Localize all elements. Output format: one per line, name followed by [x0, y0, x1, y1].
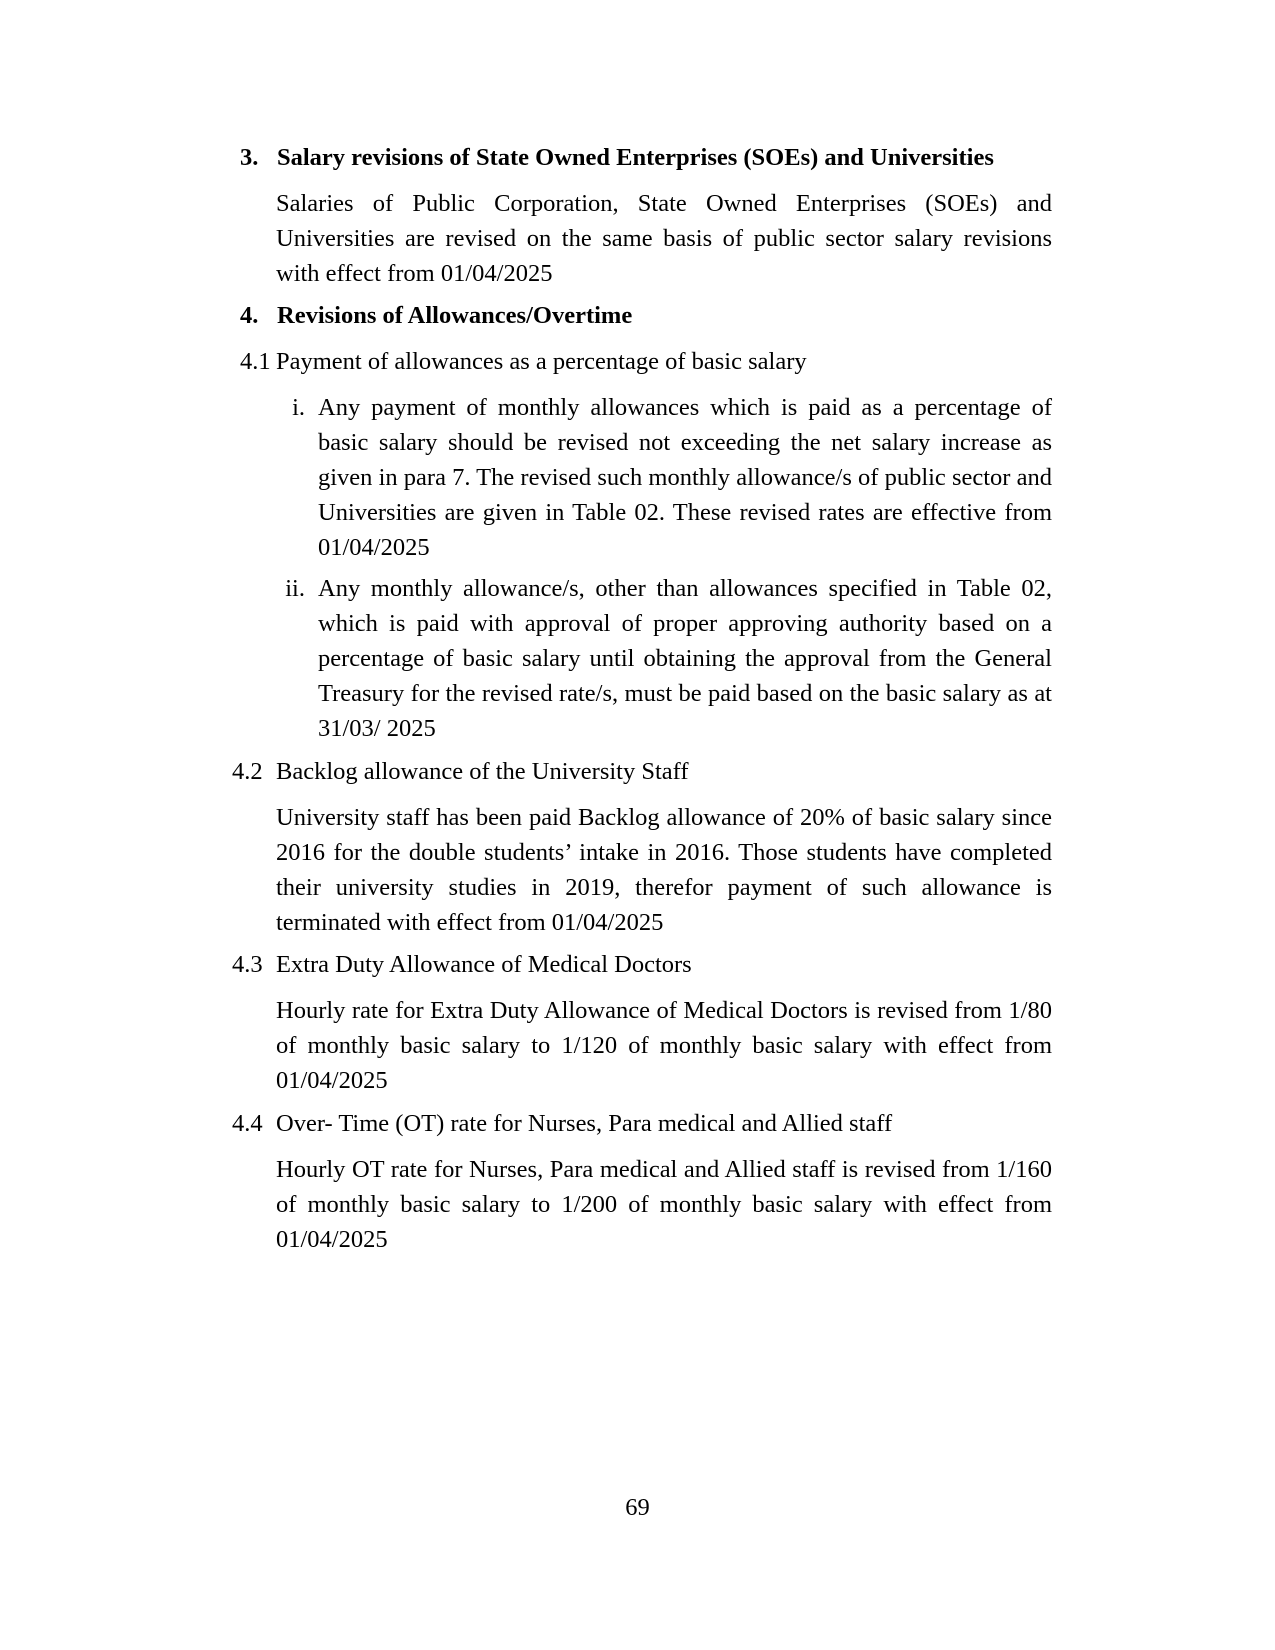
- section-number: 3.: [240, 144, 259, 171]
- subsection-title: Payment of allowances as a percentage of basic salary: [276, 348, 807, 375]
- section-title: Salary revisions of State Owned Enterprises (SOEs) and Universities: [277, 144, 994, 171]
- subsection-number: 4.4: [232, 1110, 263, 1137]
- section-4-4-body: Hourly OT rate for Nurses, Para medical and Allied staff is revised from 1/160 of monthly basic salary to 1/200 of monthly basic salary with effect from 01/04/2025: [276, 1156, 1052, 1253]
- subsection-number: 4.1: [240, 348, 271, 375]
- subsection-title: Over- Time (OT) rate for Nurses, Para medical and Allied staff: [276, 1110, 893, 1137]
- list-item-text: Any monthly allowance/s, other than allowances specified in Table 02, which is paid with approval of proper approving authority based on a percentage of basic salary until obtaining the approval from the General Treasury for the revised rate/s, must be paid based on the basic salary as at 31/03/ 2025: [318, 575, 1052, 742]
- section-4-3-body: Hourly rate for Extra Duty Allowance of Medical Doctors is revised from 1/80 of monthly basic salary to 1/120 of monthly basic salary with effect from 01/04/2025: [276, 997, 1052, 1094]
- subsection-number: 4.2: [232, 758, 263, 785]
- section-title: Revisions of Allowances/Overtime: [277, 302, 633, 329]
- list-item-text: Any payment of monthly allowances which is paid as a percentage of basic salary should be revised not exceeding the net salary increase as given in para 7. The revised such monthly allowance/s of public sector and Universities are given in Table 02. These revised rates are effective from 01/04/2025: [318, 394, 1052, 561]
- subsection-title: Extra Duty Allowance of Medical Doctors: [276, 951, 692, 978]
- subsection-number: 4.3: [232, 951, 263, 978]
- page-number: 69: [625, 1494, 650, 1521]
- section-3-body: Salaries of Public Corporation, State Owned Enterprises (SOEs) and Universities are revised on the same basis of public sector salary revisions with effect from 01/04/2025: [276, 190, 1052, 287]
- list-marker: i.: [292, 394, 305, 421]
- section-number: 4.: [240, 302, 259, 329]
- section-4-2-body: University staff has been paid Backlog allowance of 20% of basic salary since 2016 for the double students’ intake in 2016. Those students have completed their university studies in 2019, therefor payment of such allowance is terminated with effect from 01/04/2025: [276, 804, 1052, 936]
- subsection-title: Backlog allowance of the University Staff: [276, 758, 689, 785]
- list-marker: ii.: [285, 575, 305, 602]
